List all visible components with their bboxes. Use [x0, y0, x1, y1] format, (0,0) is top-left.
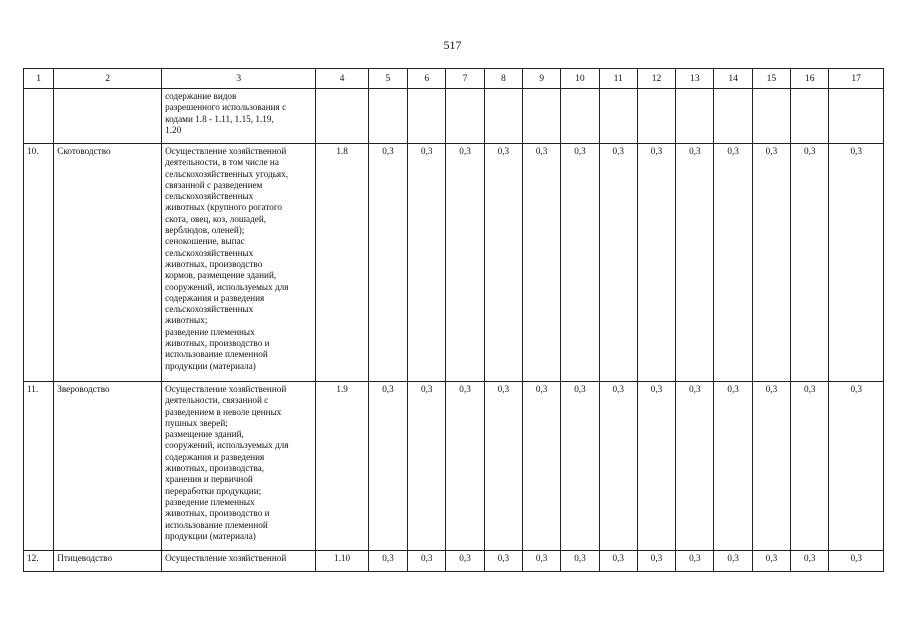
column-header: 9: [522, 69, 560, 89]
coefficient-cell: 0,3: [714, 144, 752, 382]
coefficient-cell: 0,3: [561, 144, 599, 382]
coefficient-cell: 0,3: [637, 551, 675, 572]
coefficient-cell: 0,3: [637, 382, 675, 551]
coefficient-cell: [791, 89, 829, 144]
table-row: [24, 144, 884, 382]
column-header: 10: [561, 69, 599, 89]
coefficient-cell: 0,3: [484, 551, 522, 572]
land-use-description: Осуществление хозяйственной деятельности, в том числе на сельскохозяйственных угодьях, связанной с разведением сельскохозяйственных животных (крупного рогатого скота, овец, коз, лошадей, верблюдов, оленей); сенокошение, выпас сельскохозяйственных животных, производство кормов, размещение зданий, сооружений, используемых для содержания и разведения сельскохозяйственных животных; разведение племенных животных, производство и использование племенной продукции (материала): [162, 144, 316, 382]
coefficient-cell: 0,3: [522, 551, 560, 572]
coefficient-cell: 0,3: [791, 144, 829, 382]
coefficient-cell: [368, 89, 407, 144]
column-header: 8: [484, 69, 522, 89]
land-use-code: [316, 89, 368, 144]
land-use-description: Осуществление хозяйственной деятельности, связанной с разведением в неволе ценных пушных зверей; размещение зданий, сооружений, используемых для содержания и разведения животных, производства, хранения и первичной переработки продукции; разведение племенных животных, производство и использование племенной продукции (материала): [162, 382, 316, 551]
coefficient-cell: 0,3: [752, 551, 790, 572]
column-header: 1: [24, 69, 54, 89]
land-use-name: Птицеводство: [54, 551, 162, 572]
coefficient-cell: 0,3: [752, 144, 790, 382]
column-header: 15: [752, 69, 790, 89]
table-row: [24, 382, 884, 551]
coefficient-cell: 0,3: [522, 382, 560, 551]
column-number-header-row: [24, 69, 884, 89]
coefficient-cell: 0,3: [408, 551, 446, 572]
land-use-name: [54, 89, 162, 144]
coefficient-cell: [484, 89, 522, 144]
coefficient-cell: [561, 89, 599, 144]
row-number: 12.: [24, 551, 54, 572]
row-number: 11.: [24, 382, 54, 551]
coefficient-cell: 0,3: [446, 144, 484, 382]
coefficient-cell: 0,3: [714, 382, 752, 551]
coefficient-cell: 0,3: [829, 144, 884, 382]
column-header: 13: [676, 69, 714, 89]
coefficient-cell: 0,3: [791, 551, 829, 572]
coefficient-cell: 0,3: [791, 382, 829, 551]
coefficient-cell: 0,3: [368, 382, 407, 551]
coefficient-cell: 0,3: [408, 382, 446, 551]
column-header: 2: [54, 69, 162, 89]
coefficient-cell: 0,3: [676, 144, 714, 382]
coefficient-cell: [522, 89, 560, 144]
coefficient-cell: [829, 89, 884, 144]
land-use-name: Скотоводство: [54, 144, 162, 382]
coefficient-cell: 0,3: [829, 551, 884, 572]
coefficient-cell: [714, 89, 752, 144]
page-number: 517: [443, 38, 462, 52]
coefficient-cell: 0,3: [561, 382, 599, 551]
coefficient-cell: 0,3: [484, 144, 522, 382]
coefficient-cell: [676, 89, 714, 144]
coefficient-cell: 0,3: [829, 382, 884, 551]
column-header: 17: [829, 69, 884, 89]
coefficient-cell: 0,3: [752, 382, 790, 551]
column-header: 6: [408, 69, 446, 89]
table-row: [24, 89, 884, 144]
coefficient-cell: 0,3: [408, 144, 446, 382]
column-header: 14: [714, 69, 752, 89]
row-number: [24, 89, 54, 144]
coefficient-cell: 0,3: [599, 382, 637, 551]
land-use-code: 1.8: [316, 144, 368, 382]
coefficient-cell: 0,3: [676, 551, 714, 572]
coefficient-cell: 0,3: [599, 551, 637, 572]
coefficient-cell: 0,3: [368, 144, 407, 382]
table-row: [24, 551, 884, 572]
column-header: 16: [791, 69, 829, 89]
land-use-description: Осуществление хозяйственной: [162, 551, 316, 572]
coefficient-cell: 0,3: [446, 382, 484, 551]
coefficient-cell: 0,3: [561, 551, 599, 572]
column-header: 3: [162, 69, 316, 89]
coefficient-cell: [446, 89, 484, 144]
land-use-description: содержание видов разрешенного использования с кодами 1.8 - 1.11, 1.15, 1.19, 1.20: [162, 89, 316, 144]
coefficient-cell: 0,3: [484, 382, 522, 551]
coefficient-cell: 0,3: [522, 144, 560, 382]
column-header: 4: [316, 69, 368, 89]
land-use-code: 1.9: [316, 382, 368, 551]
coefficient-cell: 0,3: [714, 551, 752, 572]
coefficient-cell: [637, 89, 675, 144]
column-header: 5: [368, 69, 407, 89]
land-use-code: 1.10: [316, 551, 368, 572]
land-use-table: [23, 68, 884, 572]
coefficient-cell: 0,3: [446, 551, 484, 572]
coefficient-cell: 0,3: [368, 551, 407, 572]
coefficient-cell: [752, 89, 790, 144]
coefficient-cell: [408, 89, 446, 144]
column-header: 11: [599, 69, 637, 89]
column-header: 7: [446, 69, 484, 89]
coefficient-cell: 0,3: [637, 144, 675, 382]
coefficient-cell: [599, 89, 637, 144]
land-use-name: Звероводство: [54, 382, 162, 551]
coefficient-cell: 0,3: [599, 144, 637, 382]
row-number: 10.: [24, 144, 54, 382]
coefficient-cell: 0,3: [676, 382, 714, 551]
column-header: 12: [637, 69, 675, 89]
